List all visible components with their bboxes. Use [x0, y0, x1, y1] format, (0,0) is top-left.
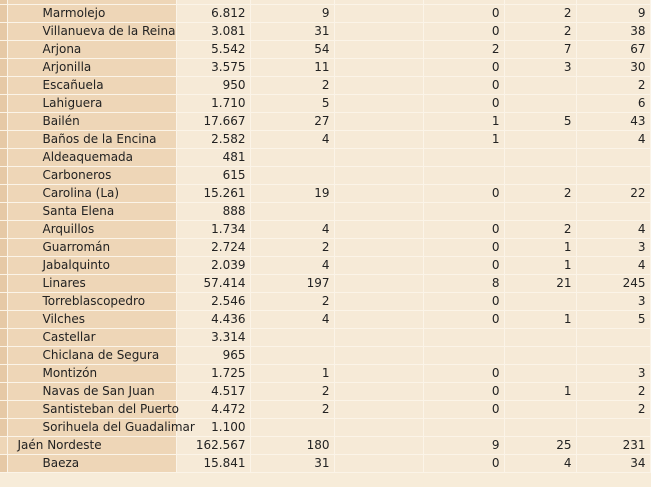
cell-c5: 2	[576, 383, 650, 401]
cell-pop: 615	[176, 167, 250, 185]
municipality-name: Arjonilla	[42, 60, 92, 74]
cell-c2	[334, 311, 423, 329]
table-row	[0, 257, 650, 275]
cell-name	[7, 95, 176, 113]
municipality-name: Bailén	[42, 114, 80, 128]
cell-pop: 162.567	[176, 437, 250, 455]
table-row	[0, 401, 650, 419]
cell-c5: 4	[576, 131, 650, 149]
cell-name	[7, 5, 176, 23]
table-row	[0, 419, 650, 437]
row-edge-cell	[0, 293, 7, 311]
table-row	[0, 365, 650, 383]
cell-c4	[504, 293, 576, 311]
cell-c3: 0	[423, 221, 504, 239]
row-edge-cell	[0, 383, 7, 401]
cell-c3	[423, 329, 504, 347]
table-row	[0, 149, 650, 167]
cell-c3: 0	[423, 293, 504, 311]
municipality-name: Jaén Nordeste	[17, 438, 102, 452]
municipality-name: Chiclana de Segura	[42, 348, 160, 362]
table-row	[0, 41, 650, 59]
cell-c3: 0	[423, 239, 504, 257]
cell-pop: 888	[176, 203, 250, 221]
cell-pop: 3.575	[176, 59, 250, 77]
cell-name	[7, 149, 176, 167]
cell-c2	[334, 23, 423, 41]
cell-c1	[250, 347, 334, 365]
municipality-name: Escañuela	[42, 78, 104, 92]
cell-c2	[334, 401, 423, 419]
cell-c1: 5	[250, 95, 334, 113]
municipality-name: Vilches	[42, 312, 85, 326]
cell-c3: 8	[423, 275, 504, 293]
cell-c5	[576, 347, 650, 365]
cell-c1: 31	[250, 23, 334, 41]
cell-c5: 30	[576, 59, 650, 77]
cell-c2	[334, 203, 423, 221]
row-edge-cell	[0, 77, 7, 95]
table-row	[0, 221, 650, 239]
cell-c2	[334, 347, 423, 365]
cell-name	[7, 203, 176, 221]
table-row	[0, 77, 650, 95]
cell-c1: 2	[250, 77, 334, 95]
cell-c5	[576, 167, 650, 185]
table-row	[0, 59, 650, 77]
table-row	[0, 311, 650, 329]
cell-c3: 0	[423, 59, 504, 77]
cell-c2	[334, 59, 423, 77]
municipality-name: Montizón	[42, 366, 98, 380]
municipality-name: Santisteban del Puerto	[42, 402, 179, 416]
cell-c5: 43	[576, 113, 650, 131]
cell-pop: 1.710	[176, 95, 250, 113]
table-row	[0, 275, 650, 293]
cell-pop: 17.667	[176, 113, 250, 131]
cell-name	[7, 365, 176, 383]
cell-c4: 7	[504, 41, 576, 59]
cell-c5: 67	[576, 41, 650, 59]
municipality-name: Aldeaquemada	[42, 150, 134, 164]
cell-c2	[334, 293, 423, 311]
table-row-region	[0, 437, 650, 455]
cell-name	[7, 185, 176, 203]
cell-c4	[504, 347, 576, 365]
cell-c3: 9	[423, 437, 504, 455]
cell-c3: 0	[423, 257, 504, 275]
cell-c5: 245	[576, 275, 650, 293]
table-row	[0, 239, 650, 257]
cell-c1	[250, 203, 334, 221]
row-edge-cell	[0, 365, 7, 383]
cell-pop: 3.081	[176, 23, 250, 41]
row-edge-cell	[0, 401, 7, 419]
cell-pop: 6.812	[176, 5, 250, 23]
cell-name	[7, 23, 176, 41]
municipality-name: Marmolejo	[42, 6, 106, 20]
cell-c4	[504, 329, 576, 347]
cell-c5: 22	[576, 185, 650, 203]
cell-c2	[334, 329, 423, 347]
cell-name	[7, 167, 176, 185]
cell-pop: 481	[176, 149, 250, 167]
cell-c3	[423, 419, 504, 437]
cell-pop: 1.725	[176, 365, 250, 383]
cell-name	[7, 311, 176, 329]
cell-c4: 2	[504, 185, 576, 203]
cell-c2	[334, 41, 423, 59]
municipality-name: Jabalquinto	[42, 258, 110, 272]
cell-c4	[504, 365, 576, 383]
row-edge-cell	[0, 329, 7, 347]
cell-c5: 231	[576, 437, 650, 455]
cell-pop: 2.039	[176, 257, 250, 275]
cell-pop: 950	[176, 77, 250, 95]
cell-c1: 54	[250, 41, 334, 59]
cell-name	[7, 347, 176, 365]
row-edge-cell	[0, 131, 7, 149]
cell-c2	[334, 383, 423, 401]
cell-c3: 0	[423, 401, 504, 419]
cell-c3: 2	[423, 41, 504, 59]
table-row	[0, 113, 650, 131]
cell-c2	[334, 221, 423, 239]
row-edge-cell	[0, 455, 7, 473]
row-edge-cell	[0, 23, 7, 41]
cell-c2	[334, 185, 423, 203]
cell-c2	[334, 167, 423, 185]
table-row	[0, 455, 650, 473]
cell-c5: 3	[576, 365, 650, 383]
cell-c5: 5	[576, 311, 650, 329]
cell-c3: 0	[423, 455, 504, 473]
cell-c3: 0	[423, 383, 504, 401]
cell-c5: 6	[576, 95, 650, 113]
cell-c2	[334, 365, 423, 383]
row-edge-cell	[0, 5, 7, 23]
cell-c4	[504, 401, 576, 419]
cell-c4	[504, 419, 576, 437]
municipality-name: Castellar	[42, 330, 96, 344]
cell-c3: 0	[423, 185, 504, 203]
cell-c3: 0	[423, 311, 504, 329]
cell-c4: 2	[504, 23, 576, 41]
cell-pop: 15.841	[176, 455, 250, 473]
cell-name	[7, 275, 176, 293]
cell-name	[7, 221, 176, 239]
cell-c1	[250, 167, 334, 185]
cell-name	[7, 437, 176, 455]
municipality-name: Villanueva de la Reina	[42, 24, 176, 38]
row-edge-cell	[0, 257, 7, 275]
cell-c1: 4	[250, 131, 334, 149]
cell-c3: 0	[423, 77, 504, 95]
cell-c1: 27	[250, 113, 334, 131]
cell-c1	[250, 419, 334, 437]
cell-c4	[504, 149, 576, 167]
cell-pop: 1.734	[176, 221, 250, 239]
row-edge-cell	[0, 203, 7, 221]
cell-c4: 4	[504, 455, 576, 473]
cell-c3: 1	[423, 113, 504, 131]
cell-c2	[334, 131, 423, 149]
row-edge-cell	[0, 239, 7, 257]
table-row	[0, 185, 650, 203]
cell-c3: 0	[423, 95, 504, 113]
cell-c3	[423, 149, 504, 167]
cell-name	[7, 131, 176, 149]
row-edge-cell	[0, 167, 7, 185]
cell-c3: 0	[423, 365, 504, 383]
cell-pop: 4.472	[176, 401, 250, 419]
cell-name	[7, 59, 176, 77]
cell-c2	[334, 239, 423, 257]
row-edge-cell	[0, 311, 7, 329]
cell-c1: 11	[250, 59, 334, 77]
cell-pop: 57.414	[176, 275, 250, 293]
municipality-name: Santa Elena	[42, 204, 115, 218]
municipality-name: Torreblascopedro	[42, 294, 146, 308]
cell-name	[7, 77, 176, 95]
cell-c3	[423, 203, 504, 221]
cell-c1: 2	[250, 383, 334, 401]
cell-c1: 2	[250, 293, 334, 311]
cell-c3: 0	[423, 5, 504, 23]
cell-name	[7, 419, 195, 437]
cell-pop: 2.582	[176, 131, 250, 149]
cell-name	[7, 113, 176, 131]
cell-c4: 1	[504, 311, 576, 329]
cell-name	[7, 293, 176, 311]
cell-c4	[504, 203, 576, 221]
table-row	[0, 5, 650, 23]
municipality-name: Baños de la Encina	[42, 132, 157, 146]
cell-c3	[423, 347, 504, 365]
cell-c5: 2	[576, 401, 650, 419]
table-row	[0, 203, 650, 221]
row-edge-cell	[0, 41, 7, 59]
cell-pop: 965	[176, 347, 250, 365]
table-row	[0, 167, 650, 185]
municipality-name: Carolina (La)	[42, 186, 120, 200]
cell-c2	[334, 257, 423, 275]
cell-c4: 2	[504, 5, 576, 23]
cell-c4: 1	[504, 383, 576, 401]
cell-c5	[576, 419, 650, 437]
cell-c3: 0	[423, 23, 504, 41]
municipality-name: Arjona	[42, 42, 82, 56]
cell-c4: 5	[504, 113, 576, 131]
row-edge-cell	[0, 113, 7, 131]
cell-c5	[576, 329, 650, 347]
cell-name	[7, 383, 176, 401]
municipality-name: Lahiguera	[42, 96, 103, 110]
cell-name	[7, 239, 176, 257]
cell-c4: 1	[504, 239, 576, 257]
cell-c5: 9	[576, 5, 650, 23]
cell-c3	[423, 167, 504, 185]
cell-pop: 2.724	[176, 239, 250, 257]
row-edge-cell	[0, 419, 7, 437]
cell-c4: 2	[504, 221, 576, 239]
cell-c2	[334, 95, 423, 113]
cell-c1	[250, 329, 334, 347]
cell-c2	[334, 455, 423, 473]
cell-c1: 9	[250, 5, 334, 23]
cell-c5: 3	[576, 239, 650, 257]
cell-c1	[250, 149, 334, 167]
row-edge-cell	[0, 95, 7, 113]
municipality-name	[12, 0, 43, 2]
cell-c1: 1	[250, 365, 334, 383]
cell-c1: 4	[250, 221, 334, 239]
municipality-name: Carboneros	[42, 168, 112, 182]
cell-c4	[504, 167, 576, 185]
cell-c5: 3	[576, 293, 650, 311]
cell-c4: 21	[504, 275, 576, 293]
cell-c2	[334, 419, 423, 437]
cell-c4: 3	[504, 59, 576, 77]
municipality-name: Linares	[42, 276, 86, 290]
cell-c1: 19	[250, 185, 334, 203]
cell-name	[7, 401, 179, 419]
table-row	[0, 293, 650, 311]
cell-c5: 4	[576, 257, 650, 275]
municipality-name: Arquillos	[42, 222, 95, 236]
table-row	[0, 23, 650, 41]
cell-name	[7, 257, 176, 275]
row-edge-cell	[0, 185, 7, 203]
municipality-name: Sorihuela del Guadalimar	[42, 420, 195, 434]
cell-pop: 1.100	[176, 419, 250, 437]
cell-c5: 4	[576, 221, 650, 239]
cell-c2	[334, 437, 423, 455]
row-edge-cell	[0, 59, 7, 77]
cell-c1: 197	[250, 275, 334, 293]
cell-c5: 2	[576, 77, 650, 95]
table-row	[0, 329, 650, 347]
municipality-name: Navas de San Juan	[42, 384, 155, 398]
cell-c5: 34	[576, 455, 650, 473]
cell-c4	[504, 131, 576, 149]
table-row	[0, 131, 650, 149]
cell-c1: 4	[250, 257, 334, 275]
cell-pop: 4.517	[176, 383, 250, 401]
row-edge-cell	[0, 149, 7, 167]
cell-pop: 2.546	[176, 293, 250, 311]
cell-pop: 4.436	[176, 311, 250, 329]
cell-c4	[504, 95, 576, 113]
row-edge-cell	[0, 275, 7, 293]
cell-name	[7, 329, 176, 347]
cell-c5: 38	[576, 23, 650, 41]
cell-c2	[334, 113, 423, 131]
cell-c3: 1	[423, 131, 504, 149]
cell-c5	[576, 203, 650, 221]
cell-name	[7, 41, 176, 59]
cell-pop: 5.542	[176, 41, 250, 59]
cell-c1: 2	[250, 401, 334, 419]
cell-c4: 1	[504, 257, 576, 275]
cell-c1: 31	[250, 455, 334, 473]
row-edge-cell	[0, 437, 7, 455]
municipality-name: Guarromán	[42, 240, 111, 254]
cell-pop: 3.314	[176, 329, 250, 347]
municipality-name: Baeza	[42, 456, 80, 470]
cell-c2	[334, 77, 423, 95]
cell-c1: 2	[250, 239, 334, 257]
row-edge-cell	[0, 221, 7, 239]
cell-c2	[334, 149, 423, 167]
table-row	[0, 95, 650, 113]
cell-pop: 15.261	[176, 185, 250, 203]
table-row	[0, 347, 650, 365]
cell-c1: 4	[250, 311, 334, 329]
cell-name	[7, 455, 176, 473]
cell-c2	[334, 275, 423, 293]
cell-c2	[334, 5, 423, 23]
cell-c4	[504, 77, 576, 95]
table-row	[0, 383, 650, 401]
row-edge-cell	[0, 347, 7, 365]
cell-c5	[576, 149, 650, 167]
cell-c1: 180	[250, 437, 334, 455]
cell-c4: 25	[504, 437, 576, 455]
